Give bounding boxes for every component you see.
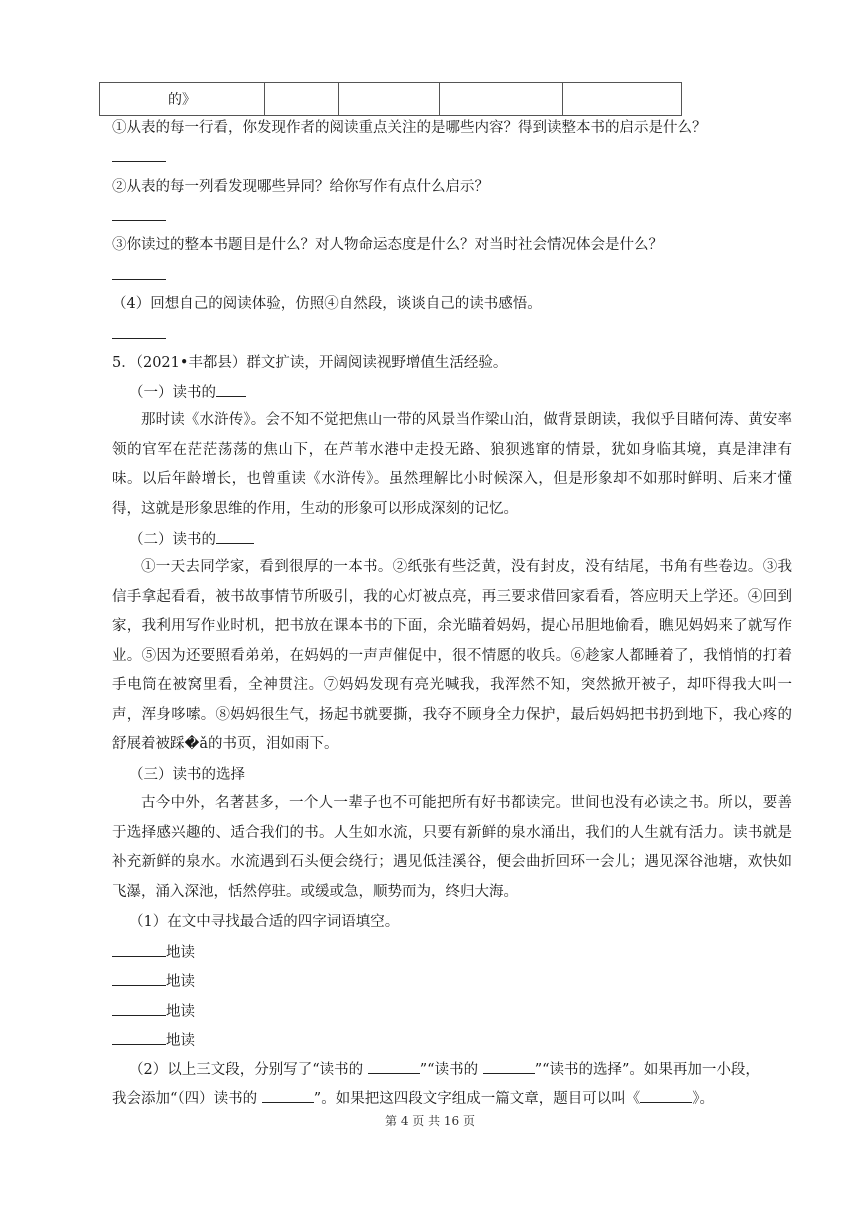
answer-blank-4[interactable] <box>112 338 166 339</box>
question-3: ③你读过的整本书题目是什么？对人物命运态度是什么？对当时社会情况体会是什么？ <box>112 237 663 253</box>
sub2-text: ”。如果把这四段文字组成一篇文章，题目可以叫《 <box>313 1091 641 1107</box>
question-2: ②从表的每一列看发现哪些异同？给你写作有点什么启示？ <box>112 179 489 195</box>
table-cell <box>265 83 339 116</box>
fill-line <box>112 1030 195 1051</box>
fill-suffix: 地读 <box>166 1004 195 1020</box>
section-2-title-text: （二）读书的 <box>129 532 216 548</box>
sub2-text: （2）以上三文段，分别写了“读书的 <box>129 1062 364 1078</box>
fill-blank[interactable] <box>216 382 246 397</box>
table-row <box>100 83 682 116</box>
item-5-heading: 5．（2021•丰都县）群文扩读，开阔阅读视野增值生活经验。 <box>112 355 508 371</box>
answer-blank-3[interactable] <box>112 279 166 280</box>
section-1-title <box>129 382 246 403</box>
sub-question-2-line-2 <box>112 1088 714 1109</box>
fill-blank[interactable] <box>112 942 166 957</box>
section-1-paragraph: 那时读《水浒传》。会不知不觉把焦山一带的风景当作梁山泊，做背景朗读，我似乎目睹何涛、黄安率领的官军在茫茫荡荡的焦山下，在芦苇水港中走投无路、狼狈逃窜的情景，犹如身临其境，真是津津有味。以后年龄增长，也曾重读《水浒传》。虽然理解比小时候深入，但是形象却不如那时鲜明、后来才懂得，这就是形象思维的作用，生动的形象可以形成深刻的记忆。 <box>112 412 792 517</box>
section-3-title: （三）读书的选择 <box>129 767 245 783</box>
fill-blank[interactable] <box>368 1059 420 1074</box>
answer-blank-1[interactable] <box>112 161 166 162</box>
question-4: （4）回想自己的阅读体验，仿照④自然段，谈谈自己的读书感悟。 <box>112 296 542 312</box>
fill-line <box>112 971 195 992</box>
fill-suffix: 地读 <box>166 974 195 990</box>
section-2-title <box>129 529 254 550</box>
table-cell <box>339 83 440 116</box>
section-1-title-text: （一）读书的 <box>129 385 216 401</box>
question-1: ①从表的每一行看，你发现作者的阅读重点关注的是哪些内容？得到读整本书的启示是什么？ <box>112 120 707 136</box>
table-cell: 的》 <box>100 83 265 116</box>
fill-blank[interactable] <box>112 971 166 986</box>
sub2-text: ”“读书的选择”。如果再加一小段， <box>534 1062 760 1078</box>
sub-question-1: （1）在文中寻找最合适的四字词语填空。 <box>129 914 400 930</box>
fill-blank[interactable] <box>216 529 254 544</box>
fill-blank[interactable] <box>112 1030 166 1045</box>
sub2-text: 我会添加“（四）读书的 <box>112 1091 258 1107</box>
answer-blank-2[interactable] <box>112 220 166 221</box>
fill-suffix: 地读 <box>166 945 195 961</box>
fill-blank[interactable] <box>483 1059 535 1074</box>
section-3-paragraph: 古今中外，名著甚多，一个人一辈子也不可能把所有好书都读完。世间也没有必读之书。所以，要善于选择感兴趣的、适合我们的书。人生如水流，只要有新鲜的泉水涌出，我们的人生就有活力。读书就是补充新鲜的泉水。水流遇到石头便会绕行；遇见低洼溪谷，便会曲折回环一会儿；遇见深谷池塘，欢快如飞瀑，涌入深池，恬然停驻。或缓或急，顺势而为，终归大海。 <box>112 795 792 900</box>
sub2-text: ”“读书的 <box>419 1062 479 1078</box>
table-cell <box>440 83 563 116</box>
fill-line <box>112 1001 195 1022</box>
table-cell <box>563 83 682 116</box>
page-footer: 第 4 页 共 16 页 <box>385 1114 475 1128</box>
fill-blank[interactable] <box>112 1001 166 1016</box>
fill-blank[interactable] <box>640 1088 692 1103</box>
sub2-text: 》。 <box>692 1091 714 1107</box>
sub-question-2-line-1 <box>129 1059 760 1080</box>
fill-suffix: 地读 <box>166 1033 195 1049</box>
fill-blank[interactable] <box>262 1088 314 1103</box>
fill-line <box>112 942 195 963</box>
section-2-paragraph: ①一天去同学家，看到很厚的一本书。②纸张有些泛黄，没有封皮，没有结尾，书角有些卷边。③我信手拿起看看，被书故事情节所吸引，我的心灯被点亮，再三要求借回家看看，答应明天上学还。④回到家，我利用写作业时机，把书放在课本书的下面，余光瞄着妈妈，提心吊胆地偷看，瞧见妈妈来了就写作业。⑤因为还要照看弟弟，在妈妈的一声声催促中，很不情愿的收兵。⑥趁家人都睡着了，我悄悄的打着手电筒在被窝里看，全神贯注。⑦妈妈发现有亮光喊我，我浑然不知，突然掀开被子，却吓得我大叫一声，浑身哆嗦。⑧妈妈很生气，扬起书就要撕，我夺不顾身全力保护，最后妈妈把书扔到地下，我心疼的舒展着被踩�ǎ的书页，泪如雨下。 <box>112 559 792 752</box>
reading-table <box>99 82 682 116</box>
